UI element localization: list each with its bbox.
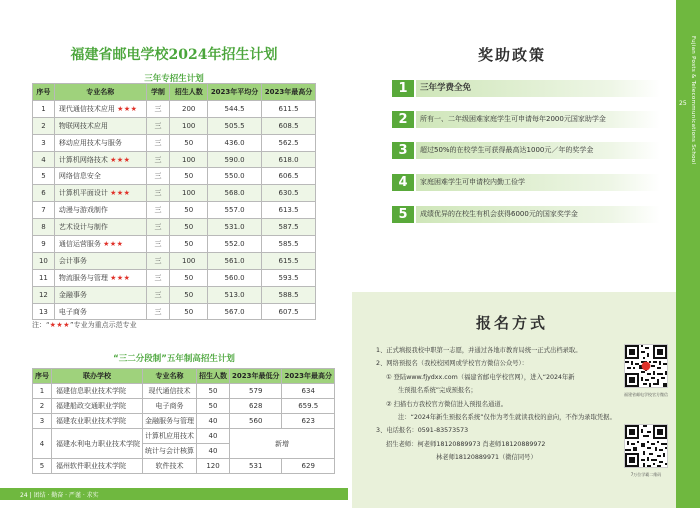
cell-count-text: 100 [182, 189, 196, 198]
cell-years-text: 三 [154, 206, 162, 215]
cell-no-text: 6 [41, 189, 46, 198]
cell-avg-text: 513.0 [224, 290, 245, 299]
cell-years-text: 三 [154, 307, 162, 316]
cell-major: 金融服务与管理 [143, 414, 197, 429]
cell-max-text: 618.0 [278, 155, 299, 164]
key-major-stars: ★★★ [110, 189, 131, 198]
policy-text: 超过50%的在校学生可获得最高达1000元／年的奖学金 [416, 142, 660, 159]
cell-major: 计算机应用技术 [143, 429, 197, 444]
cell-years-text: 三 [154, 155, 162, 164]
column-header: 序号 [33, 369, 52, 384]
cell-years-text: 三 [154, 239, 162, 248]
registration-steps [376, 344, 621, 465]
registration-title: 报名方式 [475, 314, 548, 332]
cell-years-text: 三 [154, 172, 162, 181]
cell-avg [208, 100, 262, 117]
cell-major-name-text: 金融事务 [58, 290, 87, 299]
cell-max-text: 613.5 [278, 206, 299, 215]
cell-max: 623 [282, 414, 334, 429]
cell-no: 2 [33, 399, 52, 414]
table-row [33, 269, 316, 286]
policy-item [392, 80, 660, 97]
table-row [33, 303, 316, 320]
cell-count [170, 286, 208, 303]
cell-max: 634 [282, 384, 334, 399]
cell-major-name-text: 艺术设计与制作 [58, 223, 108, 232]
cell-count-text: 50 [184, 290, 194, 299]
key-major-stars: ★★★ [110, 273, 131, 282]
registration-line: ① 登陆www.fjydxx.com（福建省邮电学校官网），进入“2024年新 [386, 373, 575, 381]
footnote-stars: ★★★ [49, 321, 70, 329]
table-row [33, 429, 335, 444]
cell-major-name [54, 168, 146, 185]
cell-max [262, 219, 316, 236]
table-row [33, 219, 316, 236]
cell-avg-text: 544.5 [224, 104, 245, 113]
cell-major: 电子商务 [143, 399, 197, 414]
cell-no [33, 286, 55, 303]
page-title: 福建省邮电学校2024年招生计划 [70, 47, 278, 63]
registration-line: 注：“2024年新生预报名系统”仅作为考生就读我校的意向，不作为录取凭据。 [398, 414, 616, 422]
cell-years-text: 三 [154, 273, 162, 282]
qr-code-icon [625, 425, 667, 467]
cell-count [170, 236, 208, 253]
cell-no-text: 3 [41, 138, 46, 147]
cell-years-text: 三 [154, 121, 162, 130]
cell-major-name [54, 151, 146, 168]
cell-major-name [54, 286, 146, 303]
cell-major-name-text: 电子商务 [58, 307, 87, 316]
policy-text: 三年学费全免 [416, 80, 660, 97]
cell-count-text: 100 [182, 256, 196, 265]
cell-count [170, 100, 208, 117]
cell-major-name [54, 269, 146, 286]
cell-school: 福建信息职业技术学院 [52, 384, 143, 399]
cell-max: 659.5 [282, 399, 334, 414]
cell-avg [208, 151, 262, 168]
cell-no-text: 12 [38, 290, 48, 299]
cell-no-text: 10 [38, 256, 48, 265]
cell-min: 579 [230, 384, 282, 399]
cell-max-text: 585.5 [278, 239, 299, 248]
cell-count [170, 269, 208, 286]
column-header: 2023年最高分 [262, 84, 316, 101]
cell-min: 531 [230, 459, 282, 474]
cell-count-text: 50 [184, 172, 194, 181]
cell-years [146, 236, 170, 253]
cell-no [33, 236, 55, 253]
cell-no: 5 [33, 459, 52, 474]
column-header: 招生人数 [197, 369, 230, 384]
cell-major-name-text: 会计事务 [58, 256, 87, 265]
policy-number: 5 [392, 206, 414, 223]
cell-avg-text: 505.5 [224, 121, 245, 130]
key-major-stars: ★★★ [117, 104, 138, 113]
cell-min: 560 [230, 414, 282, 429]
table-row [33, 117, 316, 134]
cell-avg [208, 269, 262, 286]
cell-avg [208, 202, 262, 219]
reward-title: 奖助政策 [477, 46, 546, 64]
qr-caption: 7万位学霸二维码 [630, 472, 662, 477]
key-major-stars: ★★★ [110, 155, 131, 164]
cell-max [262, 168, 316, 185]
registration-line: 3、电话报名：0591-83573573 [376, 427, 469, 435]
cell-count: 120 [197, 459, 230, 474]
table-row [33, 100, 316, 117]
cell-max-text: 562.5 [278, 138, 299, 147]
cell-no [33, 100, 55, 117]
cell-school: 福州软件职业技术学院 [52, 459, 143, 474]
column-header: 联办学校 [52, 369, 143, 384]
cell-avg-text: 590.0 [224, 155, 245, 164]
table-row [33, 414, 335, 429]
cell-no [33, 168, 55, 185]
table-header-row [33, 369, 335, 384]
cell-years [146, 185, 170, 202]
cell-count [170, 185, 208, 202]
cell-no [33, 252, 55, 269]
cell-avg-text: 531.0 [224, 223, 245, 232]
cell-avg-text: 560.0 [224, 273, 245, 282]
column-header: 学制 [146, 84, 170, 101]
policy-number: 3 [392, 142, 414, 159]
column-header: 序号 [33, 84, 55, 101]
cell-max-text: 607.5 [278, 307, 299, 316]
cell-max [262, 100, 316, 117]
cell-major-name [54, 134, 146, 151]
cell-major-name [54, 117, 146, 134]
cell-count: 50 [197, 384, 230, 399]
cell-count [170, 134, 208, 151]
cell-years [146, 202, 170, 219]
right-page [352, 0, 700, 508]
table-row [33, 384, 335, 399]
cell-years [146, 151, 170, 168]
cell-school: 福建船政交通职业学院 [52, 399, 143, 414]
policy-item [392, 142, 660, 159]
policy-item [392, 111, 660, 128]
cell-no [33, 269, 55, 286]
cell-count [170, 303, 208, 320]
cell-major-name-text: 通信运营服务 [58, 239, 101, 248]
cell-major-name [54, 185, 146, 202]
cell-no [33, 134, 55, 151]
cell-major-name [54, 219, 146, 236]
cell-major-name [54, 303, 146, 320]
cell-no [33, 219, 55, 236]
table-row [33, 185, 316, 202]
cell-years-text: 三 [154, 138, 162, 147]
table-row [33, 236, 316, 253]
footnote-suffix: ”专业为重点示范专业 [69, 321, 137, 329]
cell-max [262, 236, 316, 253]
cell-max-text: 606.5 [278, 172, 299, 181]
cell-major: 软件技术 [143, 459, 197, 474]
cell-count [170, 168, 208, 185]
registration-line: 2、网络预报名（我校校园网或学校官方微信公众号）： [376, 360, 528, 368]
cell-no: 1 [33, 384, 52, 399]
cell-years [146, 286, 170, 303]
policy-number: 2 [392, 111, 414, 128]
policy-text: 家庭困难学生可申请校内勤工俭学 [416, 174, 660, 191]
table-row [33, 134, 316, 151]
cell-years-text: 三 [154, 223, 162, 232]
cell-no [33, 202, 55, 219]
cell-avg [208, 252, 262, 269]
three-year-plan-table [32, 83, 316, 320]
cell-major-name [54, 100, 146, 117]
cell-avg-text: 567.0 [224, 307, 245, 316]
cell-avg [208, 236, 262, 253]
table-row [33, 252, 316, 269]
registration-qr-code [624, 424, 668, 468]
qr-code-icon [625, 345, 667, 387]
key-major-stars: ★★★ [103, 239, 124, 248]
cell-major: 统计与会计核算 [143, 444, 197, 459]
cell-no-text: 7 [41, 206, 46, 215]
table-row [33, 286, 316, 303]
qr-caption: 福建省邮电学校官方微信 [624, 392, 668, 397]
column-header: 招生人数 [170, 84, 208, 101]
cell-max [262, 252, 316, 269]
cell-major-name-text: 物流服务与管理 [58, 273, 108, 282]
cell-years [146, 303, 170, 320]
section-title-five-year: “三二分段制”五年制高招生计划 [113, 354, 235, 364]
cell-count [170, 151, 208, 168]
cell-avg-text: 436.0 [224, 138, 245, 147]
cell-years-text: 三 [154, 256, 162, 265]
cell-avg [208, 286, 262, 303]
cell-max [262, 286, 316, 303]
table-row [33, 399, 335, 414]
cell-count [170, 252, 208, 269]
cell-years [146, 252, 170, 269]
table-row [33, 459, 335, 474]
column-header: 2023年最低分 [230, 369, 282, 384]
cell-avg-text: 568.0 [224, 189, 245, 198]
policy-number: 4 [392, 174, 414, 191]
cell-max-text: 611.5 [278, 104, 299, 113]
cell-years [146, 219, 170, 236]
side-school-name: Fujian Posts & Telecommunications School [690, 36, 696, 165]
cell-years [146, 100, 170, 117]
cell-school: 福建农业职业技术学院 [52, 414, 143, 429]
table-row [33, 151, 316, 168]
cell-count: 40 [197, 444, 230, 459]
cell-no-text: 4 [41, 155, 46, 164]
page-number: 25 [679, 100, 687, 107]
cell-count-text: 50 [184, 273, 194, 282]
five-year-plan-table [32, 368, 335, 474]
cell-major-name-text: 计算机平面设计 [58, 189, 108, 198]
cell-max: 629 [282, 459, 334, 474]
left-page [0, 0, 348, 508]
cell-avg-text: 552.0 [224, 239, 245, 248]
cell-max-text: 608.5 [278, 121, 299, 130]
table-row [33, 168, 316, 185]
policy-item [392, 174, 660, 191]
cell-max-text: 593.5 [278, 273, 299, 282]
cell-max-text: 630.5 [278, 189, 299, 198]
cell-count: 50 [197, 399, 230, 414]
cell-avg-text: 550.0 [224, 172, 245, 181]
cell-avg-text: 557.0 [224, 206, 245, 215]
cell-avg [208, 303, 262, 320]
cell-major-name-text: 计算机网络技术 [58, 155, 108, 164]
cell-years-text: 三 [154, 189, 162, 198]
cell-major-name [54, 236, 146, 253]
cell-count-text: 100 [182, 121, 196, 130]
cell-years [146, 134, 170, 151]
cell-no [33, 303, 55, 320]
cell-avg [208, 219, 262, 236]
footer-text: 24 | 团结 · 勤奋 · 严谨 · 求实 [20, 492, 99, 499]
cell-avg [208, 185, 262, 202]
column-header: 专业名称 [54, 84, 146, 101]
cell-years [146, 117, 170, 134]
cell-major-name-text: 现代通信技术应用 [58, 104, 115, 113]
cell-no-text: 11 [38, 273, 48, 282]
cell-major-name [54, 252, 146, 269]
cell-major-name-text: 动漫与游戏制作 [58, 206, 108, 215]
cell-max-text: 615.5 [278, 256, 299, 265]
cell-major: 现代通信技术 [143, 384, 197, 399]
footnote-prefix: 注：“ [32, 321, 50, 329]
cell-no [33, 151, 55, 168]
cell-avg-text: 561.0 [224, 256, 245, 265]
section-title-three-year: 三年专招生计划 [144, 74, 204, 84]
cell-count: 40 [197, 414, 230, 429]
cell-major-name [54, 202, 146, 219]
cell-years-text: 三 [154, 104, 162, 113]
cell-max-text: 587.5 [278, 223, 299, 232]
cell-max [262, 202, 316, 219]
footnote [32, 320, 137, 330]
cell-no-text: 9 [41, 239, 46, 248]
cell-major-name-text: 物联网技术应用 [58, 121, 108, 130]
three-year-plan-rows [33, 100, 316, 320]
cell-major-name-text: 网络信息安全 [58, 172, 101, 181]
cell-count [170, 219, 208, 236]
cell-max [262, 269, 316, 286]
cell-count [170, 202, 208, 219]
cell-count: 40 [197, 429, 230, 444]
policy-item [392, 206, 660, 223]
cell-min: 628 [230, 399, 282, 414]
cell-count-text: 50 [184, 239, 194, 248]
cell-count-text: 200 [182, 104, 196, 113]
policy-text: 所有一、二年级困难家庭学生可申请每年2000元国家助学金 [416, 111, 660, 128]
cell-max-text: 588.5 [278, 290, 299, 299]
cell-merged-new: 新增 [230, 429, 335, 459]
cell-avg [208, 134, 262, 151]
cell-no-text: 5 [41, 172, 46, 181]
registration-line: ② 扫描右方我校官方微信进入预报名通道。 [386, 400, 507, 408]
table-header-row [33, 84, 316, 101]
cell-years [146, 269, 170, 286]
cell-years-text: 三 [154, 290, 162, 299]
cell-avg [208, 117, 262, 134]
policy-text: 成绩优异的在校生有机会获得6000元的国家奖学金 [416, 206, 660, 223]
cell-count-text: 100 [182, 155, 196, 164]
cell-no [33, 185, 55, 202]
table-row [33, 202, 316, 219]
cell-avg [208, 168, 262, 185]
wechat-qr-code [624, 344, 668, 388]
registration-line: 生预报名系统”完成预报名； [398, 387, 477, 395]
cell-major-name-text: 移动应用技术与服务 [58, 138, 122, 147]
cell-max [262, 303, 316, 320]
cell-school: 福建水利电力职业技术学院 [52, 429, 143, 459]
policy-number: 1 [392, 80, 414, 97]
cell-max [262, 151, 316, 168]
cell-no-text: 8 [41, 223, 46, 232]
cell-count-text: 50 [184, 223, 194, 232]
column-header: 2023年最高分 [282, 369, 334, 384]
cell-count [170, 117, 208, 134]
registration-line: 林老师18120889971（微信同号） [436, 454, 537, 462]
registration-line: 1、正式填报我校中职第一志愿，并通过各地市教育局统一正式出档录取。 [376, 347, 582, 354]
cell-no [33, 117, 55, 134]
cell-no-text: 1 [41, 104, 46, 113]
registration-line: 招生老师：柯老师18120889973 肖老师18120889972 [386, 440, 546, 448]
cell-max [262, 185, 316, 202]
cell-max [262, 134, 316, 151]
cell-no-text: 13 [38, 307, 48, 316]
cell-count-text: 50 [184, 307, 194, 316]
cell-no: 4 [33, 429, 52, 459]
cell-no-text: 2 [41, 121, 46, 130]
cell-years [146, 168, 170, 185]
cell-count-text: 50 [184, 138, 194, 147]
cell-count-text: 50 [184, 206, 194, 215]
column-header: 2023年平均分 [208, 84, 262, 101]
column-header: 专业名称 [143, 369, 197, 384]
cell-max [262, 117, 316, 134]
cell-no: 3 [33, 414, 52, 429]
